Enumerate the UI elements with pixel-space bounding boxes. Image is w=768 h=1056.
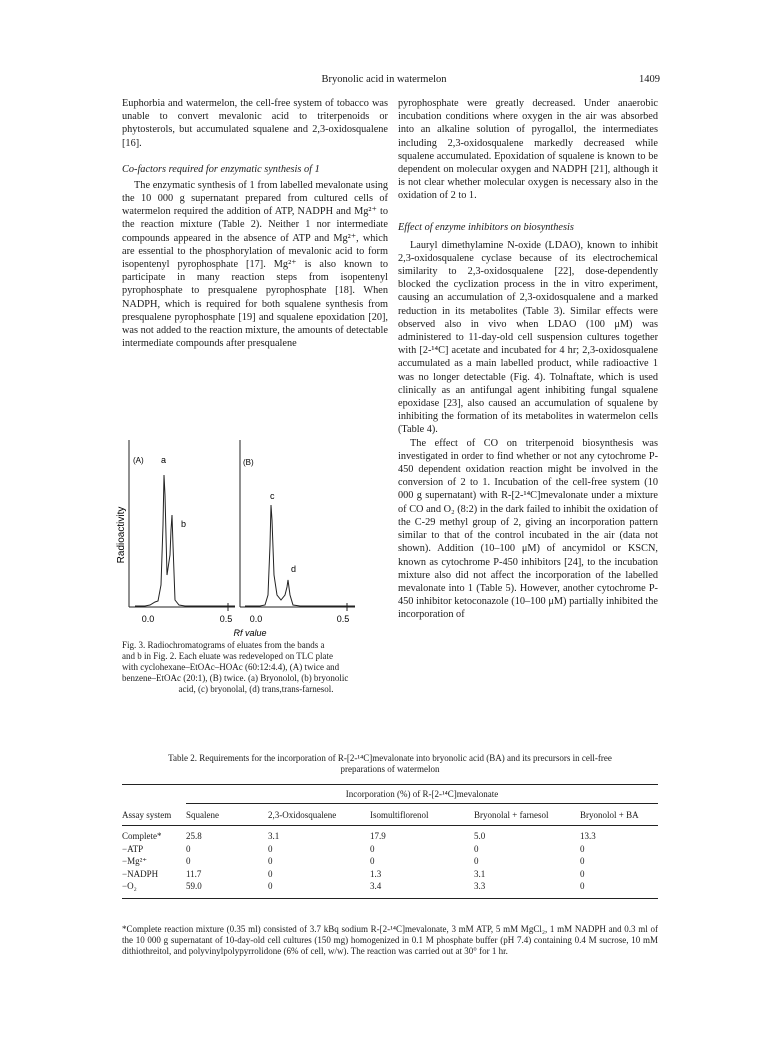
peak-d-label: d [291, 564, 297, 574]
table-header: Squalene [186, 809, 219, 820]
table-cell: 11.7 [186, 868, 202, 879]
table-cell: 0 [580, 856, 585, 866]
table-cell: 25.8 [186, 831, 202, 841]
table-header: Bryonolol + BA [580, 809, 639, 820]
y-axis-label: Radioactivity [116, 506, 127, 564]
right-column [398, 97, 658, 622]
paragraph: The effect of CO on triterpenoid biosynthesis was investigated in order to find whether or not any cytochrome P-450 dependent oxidation reaction might be involved in the conversion of 2 to 1. Incubation of the cell-free system (10 000 g supernatant) with R-[2-¹⁴C]mevalonate under a mixture of CO and O₂ (8:2) in the dark failed to inhibit the oxidation of the C-29 methyl group of 2, giving an incorporation pattern similar to that of the control incubated in the air (data not shown). Addition (10–100 μM) of ancymidol or KSCN, known as cytochrome P-450 inhibitors [24], to the incubation mixture also did not affect the incorporation of the labelled mevalonate into 1 (Table 5). However, another cytochrome P-450 inhibitor ketoconazole (10–100 μM) partially inhibited the incorporation of [398, 437, 658, 621]
table-header: 2,3-Oxidosqualene [268, 809, 337, 820]
table-row [122, 826, 658, 843]
trace-b [245, 505, 355, 606]
table-cell: 3.3 [474, 881, 486, 891]
caption-line: Fig. 3. Radiochromatograms of eluates from the bands a [122, 640, 325, 650]
table-cell: 3.1 [268, 831, 280, 841]
table-group-header-row [122, 785, 658, 803]
table-cell: 59.0 [186, 881, 202, 891]
table-cell: 1.3 [370, 868, 382, 879]
table-cell: 0 [186, 843, 191, 854]
figure-3-radiochromatograms [115, 435, 385, 640]
table-cell: 5.0 [474, 831, 486, 841]
tick-label: 0.0 [249, 614, 263, 624]
table-cell: −O₂ [122, 881, 137, 891]
table-header: Bryonolal + farnesol [474, 809, 549, 820]
paragraph: The enzymatic synthesis of 1 from labelled mevalonate using the 10 000 g supernatant prepared from cultured cells of watermelon required the addition of ATP, NADPH and Mg²⁺ to the reaction mixture (Table 2). Neither 1 nor intermediate compounds appeared in the absence of ATP and Mg²⁺, which are essential to the phosphorylation of mevalonic acid to form isopentenyl pyrophosphate [17]. Mg²⁺ is also known to participate in many reaction steps from isopentenyl pyrophosphate to presqualene pyrophosphate [18]. When NADPH, which is required for both squalene synthesis from presqualene pyrophosphate [19] and squalene epoxidation [20], was not added to the reaction mixture, the amounts of detectable intermediate compounds after presqualene [122, 179, 388, 350]
paragraph: pyrophosphate were greatly decreased. Under anaerobic incubation conditions where oxygen in the air was absorbed into an alkaline solution of pyrogallol, the intermediates including 2,3-oxidosqualene markedly decreased while squalene accumulated. Epoxidation of squalene is known to be dependent on molecular oxygen and NADPH [21], although it is not clear whether molecular oxygen is necessary also in the oxidation of 2 to 1. [398, 98, 658, 202]
left-column [122, 97, 388, 350]
table-caption-line: Table 2. Requirements for the incorporation of R-[2-¹⁴C]mevalonate into bryonolic acid (BA) and its precursors in cell-free [168, 753, 612, 763]
table-row [122, 855, 658, 868]
paragraph: Euphorbia and watermelon, the cell-free system of tobacco was unable to convert mevalonic acid to triterpenoids or phytosterols, but accumulated squalene and 2,3-oxidosqualene [16]. [122, 98, 388, 149]
tick-label: 0.0 [141, 614, 155, 624]
table-cell: 0 [268, 856, 273, 866]
tick-label: 0.5 [336, 614, 350, 624]
table-footnote: *Complete reaction mixture (0.35 ml) consisted of 3.7 kBq sodium R-[2-¹⁴C]mevalonate, 3 mM ATP, 5 mM MgCl₂, 1 mM NADPH and 0.3 ml of the 10 000 g supernatant of 10-day-old cell cultures (150 mg) homogenized in 0.1 M phosphate buffer (pH 7.4) containing 0.4 M sucrose, 10 mM dithiothreitol, and polyvinylpolypyrrolidone (6% of cell, w/w). The reaction was carried out at 30° for 1 hr. [122, 924, 658, 956]
table-row [122, 880, 658, 898]
table-cell: 3.1 [474, 868, 486, 879]
page-number: 1409 [639, 74, 660, 85]
figure-caption [122, 640, 390, 695]
table-group-header: Incorporation (%) of R-[2-¹⁴C]mevalonate [345, 789, 499, 799]
peak-a-label: a [161, 455, 167, 465]
table-2 [122, 784, 658, 899]
table-header: Isomultiflorenol [370, 809, 429, 820]
table-cell: 0 [268, 843, 273, 854]
caption-line: and b in Fig. 2. Each eluate was redeveloped on TLC plate [122, 651, 334, 661]
caption-line: with cyclohexane–EtOAc–HOAc (60:12:4.4), (A) twice and [122, 662, 340, 672]
table-cell: 0 [268, 868, 273, 879]
table-cell: 0 [580, 881, 585, 891]
table-cell: 0 [370, 856, 375, 866]
table-cell: Complete* [122, 831, 162, 841]
table-cell: −NADPH [122, 868, 159, 879]
table-cell: 0 [370, 843, 375, 854]
panel-a-label: (A) [133, 456, 144, 465]
paragraph: Lauryl dimethylamine N-oxide (LDAO), known to inhibit 2,3-oxidosqualene cyclase because of its electrochemical similarity to 2,3-oxidosqualene [22], dose-dependently blocked the cyclization process in the in vitro experiment, causing an accumulation of 2,3-oxidosqualene and a marked reduction in its metabolites (Table 3). Similar effects were observed also in vivo when LDAO (100 μM) was administered to 11-day-old cell suspension cultures together with [2-¹⁴C] acetate and incubated for 4 hr; 2,3-oxidosqualene accumulated as a main labelled product, while radioactive 1 was no longer detectable (Fig. 4). Tolnaftate, which is used clinically as an antifungal agent inhibiting fungal squalene epoxidase [23], also caused an accumulation of squalene by inhibiting the formation of its metabolites in watermelon cells (Table 4). [398, 239, 658, 436]
table-header-row [122, 804, 658, 826]
table-cell: 3.4 [370, 881, 382, 891]
table-cell: 13.3 [580, 831, 596, 841]
tick-label: 0.5 [219, 614, 233, 624]
caption-line: acid, (c) bryonolal, (d) trans,trans-farnesol. [178, 684, 334, 694]
x-axis-label: Rf value [233, 628, 267, 638]
table-caption [122, 753, 658, 775]
peak-b-label: b [181, 519, 187, 529]
peak-c-label: c [270, 491, 275, 501]
table-cell: 17.9 [370, 831, 386, 841]
table-row [122, 868, 658, 881]
table-cell: 0 [474, 843, 479, 854]
table-row [122, 843, 658, 856]
section-heading: Co-factors required for enzymatic synthesis of 1 [122, 163, 320, 175]
table-cell: 0 [268, 881, 273, 891]
section-heading: Effect of enzyme inhibitors on biosynthesis [398, 221, 574, 233]
caption-line: benzene–EtOAc (20:1), (B) twice. (a) Bryonolol, (b) bryonolic [122, 673, 349, 683]
trace-a [135, 475, 235, 606]
table-cell: −ATP [122, 843, 144, 854]
table-cell: 0 [186, 856, 191, 866]
table-caption-line: preparations of watermelon [340, 764, 440, 774]
table-header: Assay system [122, 809, 172, 820]
table-cell: 0 [474, 856, 479, 866]
table-cell: −Mg²⁺ [122, 856, 148, 866]
table-cell: 0 [580, 868, 585, 879]
table-cell: 0 [580, 843, 585, 854]
panel-b-label: (B) [243, 458, 254, 467]
running-title: Bryonolic acid in watermelon [321, 74, 447, 85]
